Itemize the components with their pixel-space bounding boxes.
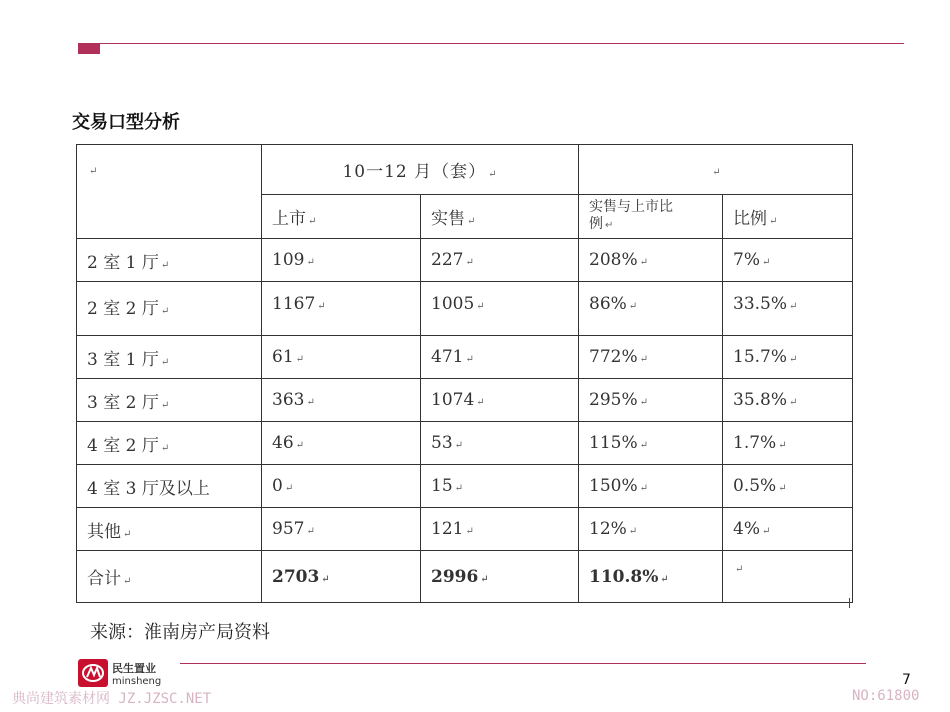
row-type: 3 室 2 厅 ↵ [77, 379, 262, 422]
row-type: 2 室 1 厅 ↵ [77, 239, 262, 282]
row-type: 4 室 2 厅 ↵ [77, 422, 262, 465]
watermark-left: 典尚建筑素材网 JZ.JZSC.NET [12, 691, 212, 707]
header-share: 比例 [733, 209, 767, 229]
header-listed-cell: 上市 ↵ [262, 195, 421, 239]
table-row [77, 508, 853, 551]
header-listed: 上市 [272, 209, 306, 229]
watermark-right: NO:61800 [852, 688, 920, 704]
row-ratio: 295% ↵ [579, 379, 723, 422]
header-sold-cell: 实售 ↵ [421, 195, 579, 239]
top-divider [78, 43, 904, 44]
row-type: 4 室 3 厅及以上 [77, 465, 262, 508]
table-row [77, 422, 853, 465]
total-listed: 2703 ↵ [262, 551, 421, 603]
logo-mark-icon [78, 659, 108, 687]
row-listed: 363 ↵ [262, 379, 421, 422]
header-period: 10一12 月（套） [342, 162, 487, 182]
header-row-period [77, 145, 853, 195]
bottom-divider [180, 663, 866, 664]
row-share: 15.7% ↵ [723, 336, 853, 379]
row-sold: 121 ↵ [421, 508, 579, 551]
company-logo [78, 659, 108, 687]
header-period-cell: 10一12 月（套） ↵ [262, 145, 579, 195]
logo-text-en: minsheng [112, 676, 162, 687]
table-row [77, 465, 853, 508]
row-type: 3 室 1 厅 ↵ [77, 336, 262, 379]
header-share-cell: 比例 ↵ [723, 195, 853, 239]
total-ratio: 110.8% ↵ [579, 551, 723, 603]
row-type: 2 室 2 厅 ↵ [77, 282, 262, 336]
logo-text-cn: 民生置业 [112, 662, 156, 675]
row-listed: 1167 ↵ [262, 282, 421, 336]
table-row [77, 379, 853, 422]
row-share: 1.7% ↵ [723, 422, 853, 465]
row-ratio: 150% ↵ [579, 465, 723, 508]
row-ratio: 208% ↵ [579, 239, 723, 282]
unit-type-table [76, 144, 853, 603]
table-row [77, 239, 853, 282]
row-share: 33.5% ↵ [723, 282, 853, 336]
row-ratio: 772% ↵ [579, 336, 723, 379]
top-accent-square [78, 44, 100, 54]
row-sold: 15 ↵ [421, 465, 579, 508]
row-listed: 46 ↵ [262, 422, 421, 465]
source-note: 来源：淮南房产局资料 [90, 622, 270, 643]
header-ratio-cell [579, 195, 723, 239]
table-edge-tick [849, 598, 850, 608]
row-share: 35.8% ↵ [723, 379, 853, 422]
row-listed: 61 ↵ [262, 336, 421, 379]
row-sold: 1005 ↵ [421, 282, 579, 336]
total-row [77, 551, 853, 603]
total-label: 合计 ↵ [77, 551, 262, 603]
page-number: 7 [902, 672, 911, 688]
row-ratio: 12% ↵ [579, 508, 723, 551]
row-ratio: 86% ↵ [579, 282, 723, 336]
header-sold: 实售 [431, 209, 465, 229]
row-listed: 0 ↵ [262, 465, 421, 508]
header-ratio: 实售与上市比 例 ↵ [589, 199, 673, 232]
row-ratio: 115% ↵ [579, 422, 723, 465]
row-sold: 471 ↵ [421, 336, 579, 379]
row-sold: 53 ↵ [421, 422, 579, 465]
row-share: 7% ↵ [723, 239, 853, 282]
total-share: ↵ [723, 551, 853, 603]
row-share: 0.5% ↵ [723, 465, 853, 508]
total-sold: 2996 ↵ [421, 551, 579, 603]
header-blank-cell: ↵ [579, 145, 853, 195]
row-listed: 109 ↵ [262, 239, 421, 282]
header-empty-cell: ↵ [77, 145, 262, 239]
table-row [77, 336, 853, 379]
page-title: 交易口型分析 [72, 112, 180, 133]
table-row [77, 282, 853, 336]
row-type: 其他 ↵ [77, 508, 262, 551]
row-sold: 1074 ↵ [421, 379, 579, 422]
row-listed: 957 ↵ [262, 508, 421, 551]
row-share: 4% ↵ [723, 508, 853, 551]
row-sold: 227 ↵ [421, 239, 579, 282]
